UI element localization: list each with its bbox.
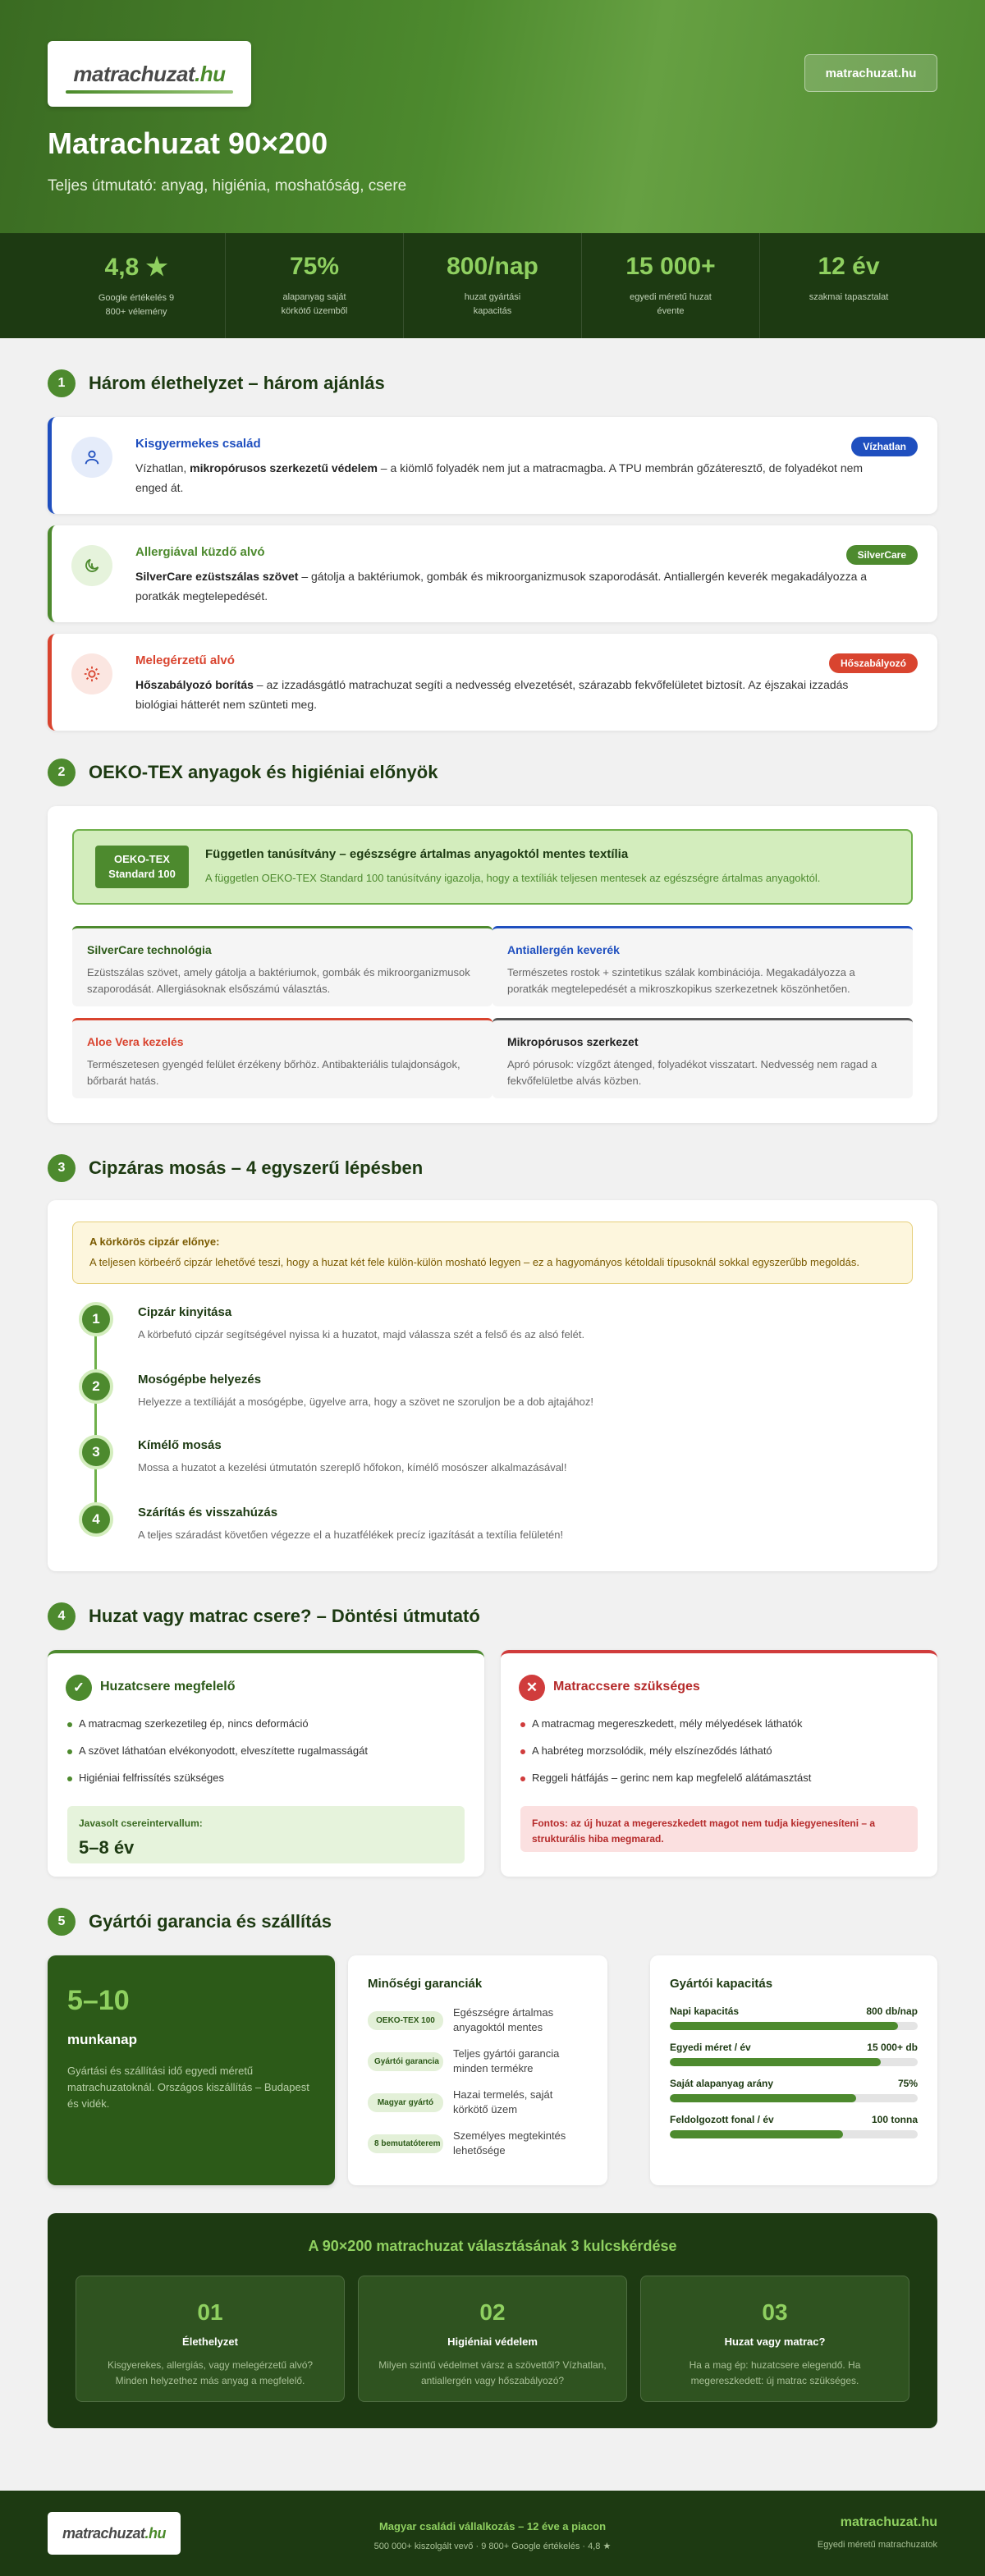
logo-tld-text: .hu — [195, 61, 226, 86]
guarantee-tag: Magyar gyártó — [368, 2093, 443, 2112]
key-question-number: 01 — [197, 2299, 223, 2325]
stat-label: huzat gyártási kapacitás — [464, 292, 521, 316]
interval-value: 5–8 év — [79, 1837, 135, 1858]
key-question-text: Milyen szintű védelmet vársz a szövettől? Vízhatlan, antiallergén vagy hőszabályozó? — [378, 2359, 607, 2386]
capacity-item — [670, 2005, 918, 2030]
decision-row — [0, 1650, 985, 1880]
feature-title: Mikropórusos szerkezet — [507, 1035, 639, 1048]
step-title: Szárítás és visszahúzás — [138, 1506, 278, 1519]
capacity-card — [650, 1955, 937, 2185]
check-icon: ✓ — [66, 1675, 92, 1701]
key-question-heading: Higiéniai védelem — [447, 2335, 538, 2348]
stat-value: 4,8 ★ — [104, 254, 168, 281]
feature-text: Természetes rostok + szintetikus szálak kombinációja. Megakadályozza a poratkák megtelepedését a mikroszkopikus szerkezetnek köszönhetően. — [507, 966, 855, 995]
section-title: Huzat vagy matrac csere? – Döntési útmutató — [89, 1606, 480, 1626]
key-question-heading: Huzat vagy matrac? — [724, 2335, 826, 2348]
wash-step — [79, 1302, 900, 1351]
key-question-card — [76, 2276, 345, 2402]
interval-box — [67, 1806, 465, 1863]
text-part: – az izzadásgátló matrachuzat segíti a nedvesség elvezetését, szárazabb fekvőfelületet biztosít. Az éjszakai izzadás biológiai hátterét nem szünteti meg. — [135, 678, 849, 711]
key-question-text: Kisgyerekes, allergiás, vagy melegérzetű alvó? Minden helyzethez más anyag a megfelelő. — [107, 2359, 314, 2386]
stat-item — [582, 233, 760, 338]
site-logo[interactable] — [48, 41, 251, 107]
oeko-card — [48, 806, 937, 1123]
interval-label: Javasolt csereintervallum: — [79, 1817, 203, 1829]
stat-value: 15 000+ — [625, 253, 716, 280]
delivery-text: Gyártási és szállítási idő egyedi méretű matrachuzatoknál. Országos kiszállítás – Budapest és vidék. — [67, 2065, 309, 2110]
oeko-badge: OEKO-TEX Standard 100 — [95, 846, 189, 888]
section-3-heading — [48, 1154, 423, 1182]
life-card-family — [48, 417, 937, 514]
stats-bar — [0, 233, 985, 338]
section-number: 4 — [48, 1602, 76, 1630]
key-questions-panel — [48, 2213, 937, 2428]
guarantee-tag: OEKO-TEX 100 — [368, 2011, 443, 2030]
oeko-text: A független OEKO-TEX Standard 100 tanúsítvány igazolja, hogy a textíliák teljesen mentesek az egészségre ártalmas anyagoktól. — [205, 872, 821, 884]
life-card-title: Allergiával küzdő alvó — [135, 545, 265, 559]
guarantee-tag: 8 bemutatóterem — [368, 2134, 443, 2153]
zipper-note — [72, 1222, 913, 1284]
guarantee-item — [368, 2005, 588, 2035]
stat-label: alapanyag saját körkötő üzemből — [281, 292, 348, 316]
guarantee-item — [368, 2047, 588, 2076]
step-text: A körbefutó cipzár segítségével nyissa ki a huzatot, majd válassza szét a felső és az alsó felét. — [138, 1328, 585, 1341]
text-part: – a kiömlő folyadék nem jut a matracmagba. A TPU membrán gőzáteresztő, de folyadékot nem enged át. — [135, 461, 864, 494]
step-number: 4 — [79, 1502, 113, 1537]
step-number: 1 — [79, 1302, 113, 1336]
capacity-bar — [670, 2094, 918, 2102]
text-part: Vízhatlan, — [135, 461, 190, 474]
capacity-bar-fill — [670, 2094, 856, 2102]
capacity-bar — [670, 2058, 918, 2066]
list-item: Reggeli hátfájás – gerinc nem kap megfelelő alátámasztást — [520, 1772, 898, 1784]
section-title: OEKO-TEX anyagok és higiéniai előnyök — [89, 762, 438, 782]
page-title: Matrachuzat 90×200 — [48, 126, 328, 160]
feature-silvercare — [72, 926, 492, 1006]
capacity-value: 100 tonna — [871, 2114, 918, 2125]
key-question-card — [640, 2276, 909, 2402]
warning-box: Fontos: az új huzat a megereszkedett magot nem tudja kiegyenesíteni – a strukturális hiba megmarad. — [520, 1806, 918, 1852]
capacity-label: Napi kapacitás — [670, 2005, 740, 2017]
step-text: A teljes száradást követően végezze el a huzatfélékek precíz igazítását a textília felületén! — [138, 1529, 564, 1541]
stat-label: Google értékelés 9 800+ vélemény — [98, 293, 175, 317]
card-title: Gyártói kapacitás — [670, 1977, 773, 1991]
zipper-note-text: A teljesen körbeérő cipzár lehetővé teszi, hogy a huzat két fele külön-külön mosható legyen – ez a hagyományos kétoldali típusoknál sokkal egyszerűbb megoldás. — [89, 1256, 859, 1268]
logo-swoosh — [66, 90, 233, 94]
list-item: A szövet láthatóan elvékonyodott, elveszítette rugalmasságát — [67, 1744, 445, 1757]
feature-aloe-vera — [72, 1018, 492, 1098]
badge-waterproof: Vízhatlan — [851, 437, 918, 456]
capacity-bar-fill — [670, 2022, 898, 2030]
guarantee-text: Személyes megtekintés lehetősége — [453, 2129, 566, 2157]
key-question-heading: Élethelyzet — [182, 2335, 238, 2348]
key-question-card — [358, 2276, 627, 2402]
logo-main-text: matrachuzat — [62, 2524, 145, 2542]
badge-silvercare: SilverCare — [846, 545, 918, 565]
footer-right — [818, 2515, 937, 2550]
wash-step — [79, 1369, 900, 1419]
step-text: Mossa a huzatot a kezelési útmutatón szereplő hőfokon, kímélő mosószer alkalmazásával! — [138, 1461, 567, 1474]
footer-site-link[interactable]: matrachuzat.hu — [840, 2515, 937, 2529]
capacity-value: 15 000+ db — [867, 2042, 918, 2053]
step-number: 2 — [79, 1369, 113, 1404]
section-4-heading — [48, 1602, 480, 1630]
step-title: Kímélő mosás — [138, 1438, 222, 1452]
feature-antiallergen — [492, 926, 913, 1006]
list-item: Higiéniai felfrissítés szükséges — [67, 1772, 445, 1784]
logo-main-text: matrachuzat — [73, 61, 195, 86]
list-item: A matracmag szerkezetileg ép, nincs deformáció — [67, 1717, 445, 1730]
decision-title: Matraccsere szükséges — [553, 1680, 700, 1694]
stat-item — [226, 233, 404, 338]
badge-thermo: Hőszabályozó — [829, 653, 918, 673]
guarantee-text: Hazai termelés, saját körkötő üzem — [453, 2088, 553, 2115]
section-number: 3 — [48, 1154, 76, 1182]
logo-tld-text: .hu — [144, 2524, 167, 2542]
key-questions-title: A 90×200 matrachuzat választásának 3 kulcskérdése — [308, 2238, 677, 2254]
section-number: 1 — [48, 369, 76, 397]
guarantee-text: Egészségre ártalmas anyagoktól mentes — [453, 2006, 554, 2033]
text-bold: SilverCare ezüstszálas szövet — [135, 570, 299, 583]
section-number: 5 — [48, 1908, 76, 1936]
section-2-heading — [48, 759, 438, 786]
stat-label: egyedi méretű huzat évente — [630, 292, 712, 316]
guarantee-tag: Gyártói garancia — [368, 2052, 443, 2071]
section-number: 2 — [48, 759, 76, 786]
delivery-unit: munkanap — [67, 2032, 138, 2047]
text-part: – gátolja a baktériumok, gombák és mikroorganizmusok szaporodását. Antiallergén keverék megakadályozza a poratkák megtelepedését. — [135, 570, 868, 603]
stat-value: 800/nap — [447, 253, 538, 280]
capacity-item — [670, 2114, 918, 2138]
card-title: Minőségi garanciák — [368, 1977, 483, 1991]
feature-text: Ezüstszálas szövet, amely gátolja a baktériumok, gombák és mikroorganizmusok szaporodását. Allergiásoknak elsőszámú választás. — [87, 966, 470, 995]
capacity-bar-fill — [670, 2058, 881, 2066]
close-icon: ✕ — [519, 1675, 545, 1701]
sun-icon — [71, 653, 112, 694]
wash-step — [79, 1502, 900, 1552]
capacity-item — [670, 2078, 918, 2102]
moon-icon — [71, 545, 112, 586]
decision-title: Huzatcsere megfelelő — [100, 1680, 236, 1694]
stat-item — [48, 233, 226, 338]
site-link-button[interactable]: matrachuzat.hu — [804, 54, 937, 92]
quality-guarantees-card — [348, 1955, 607, 2185]
oeko-certificate-box — [72, 829, 913, 905]
footer-tagline: Egyedi méretű matrachuzatok — [817, 2540, 937, 2550]
capacity-label: Feldolgozott fonal / év — [670, 2114, 774, 2125]
step-number: 3 — [79, 1435, 113, 1469]
text-bold: Hőszabályozó borítás — [135, 678, 254, 691]
capacity-value: 75% — [897, 2078, 918, 2089]
guarantee-item — [368, 2129, 588, 2158]
decision-mattress-card — [501, 1650, 937, 1877]
stat-item — [404, 233, 582, 338]
wash-step — [79, 1435, 900, 1484]
step-title: Mosógépbe helyezés — [138, 1373, 262, 1387]
life-card-text — [135, 566, 891, 606]
list-item: A habréteg morzsolódik, mély elszíneződés látható — [520, 1744, 898, 1757]
oeko-title: Független tanúsítvány – egészségre ártalmas anyagoktól mentes textília — [205, 847, 629, 861]
step-title: Cipzár kinyitása — [138, 1305, 232, 1319]
decision-list — [520, 1717, 898, 1799]
text-bold: mikropórusos szerkezetű védelem — [190, 461, 378, 474]
life-card-warm — [48, 634, 937, 731]
stat-value: 12 év — [818, 253, 880, 280]
feature-title: Antiallergén keverék — [507, 943, 620, 956]
warranty-row — [0, 1955, 985, 2185]
user-icon — [71, 437, 112, 478]
section-title: Cipzáras mosás – 4 egyszerű lépésben — [89, 1157, 424, 1178]
feature-text: Természetesen gyengéd felület érzékeny bőrhöz. Antibakteriális tulajdonságok, bőrbarát hatás. — [87, 1058, 460, 1087]
key-question-number: 02 — [479, 2299, 506, 2325]
capacity-label: Egyedi méret / év — [670, 2042, 751, 2053]
capacity-bar — [670, 2022, 918, 2030]
guarantee-text: Teljes gyártói garancia minden termékre — [453, 2047, 560, 2074]
delivery-days: 5–10 — [67, 1985, 130, 2016]
life-card-text — [135, 458, 891, 497]
capacity-item — [670, 2042, 918, 2066]
section-title: Három élethelyzet – három ajánlás — [89, 373, 385, 393]
section-title: Gyártói garancia és szállítás — [89, 1911, 332, 1932]
feature-title: SilverCare technológia — [87, 943, 212, 956]
capacity-label: Saját alapanyag arány — [670, 2078, 774, 2089]
life-card-title: Kisgyermekes család — [135, 437, 261, 451]
feature-microporous — [492, 1018, 913, 1098]
decision-list — [67, 1717, 445, 1799]
zipper-note-title: A körkörös cipzár előnye: — [89, 1235, 220, 1248]
list-item: A matracmag megereszkedett, mély mélyedések láthatók — [520, 1717, 898, 1730]
life-card-title: Melegérzetű alvó — [135, 653, 235, 667]
hero-header — [0, 0, 985, 233]
step-text: Helyezze a textíliáját a mosógépbe, ügyelve arra, hogy a szövet ne szoruljon be a dob ajtajához! — [138, 1396, 594, 1408]
footer-company: Magyar családi vállalkozás – 12 éve a piacon — [378, 2520, 607, 2532]
key-question-number: 03 — [762, 2299, 788, 2325]
guarantee-item — [368, 2088, 588, 2117]
footer-meta: 500 000+ kiszolgált vevő · 9 800+ Google értékelés · 4,8 ★ — [373, 2542, 612, 2551]
stat-item — [760, 233, 937, 338]
capacity-bar — [670, 2130, 918, 2138]
key-question-text: Ha a mag ép: huzatcsere elegendő. Ha megereszkedett: új matrac szükséges. — [689, 2359, 861, 2386]
capacity-bar-fill — [670, 2130, 843, 2138]
washing-card — [48, 1200, 937, 1571]
life-card-allergy — [48, 525, 937, 622]
stat-label: szakmai tapasztalat — [809, 292, 889, 302]
stat-value: 75% — [289, 253, 340, 280]
section-5-heading — [48, 1908, 332, 1936]
footer — [0, 2491, 985, 2576]
decision-cover-card — [48, 1650, 484, 1877]
page-subtitle: Teljes útmutató: anyag, higiénia, moshatóság, csere — [48, 177, 407, 195]
life-card-text — [135, 675, 891, 714]
section-1-heading — [48, 369, 385, 397]
feature-text: Apró pórusok: vízgőzt átenged, folyadékot visszatart. Nedvesség nem ragad a fekvőfelületbe alvás közben. — [507, 1058, 877, 1087]
delivery-time-card — [48, 1955, 335, 2185]
capacity-value: 800 db/nap — [866, 2005, 918, 2017]
feature-title: Aloe Vera kezelés — [87, 1035, 184, 1048]
